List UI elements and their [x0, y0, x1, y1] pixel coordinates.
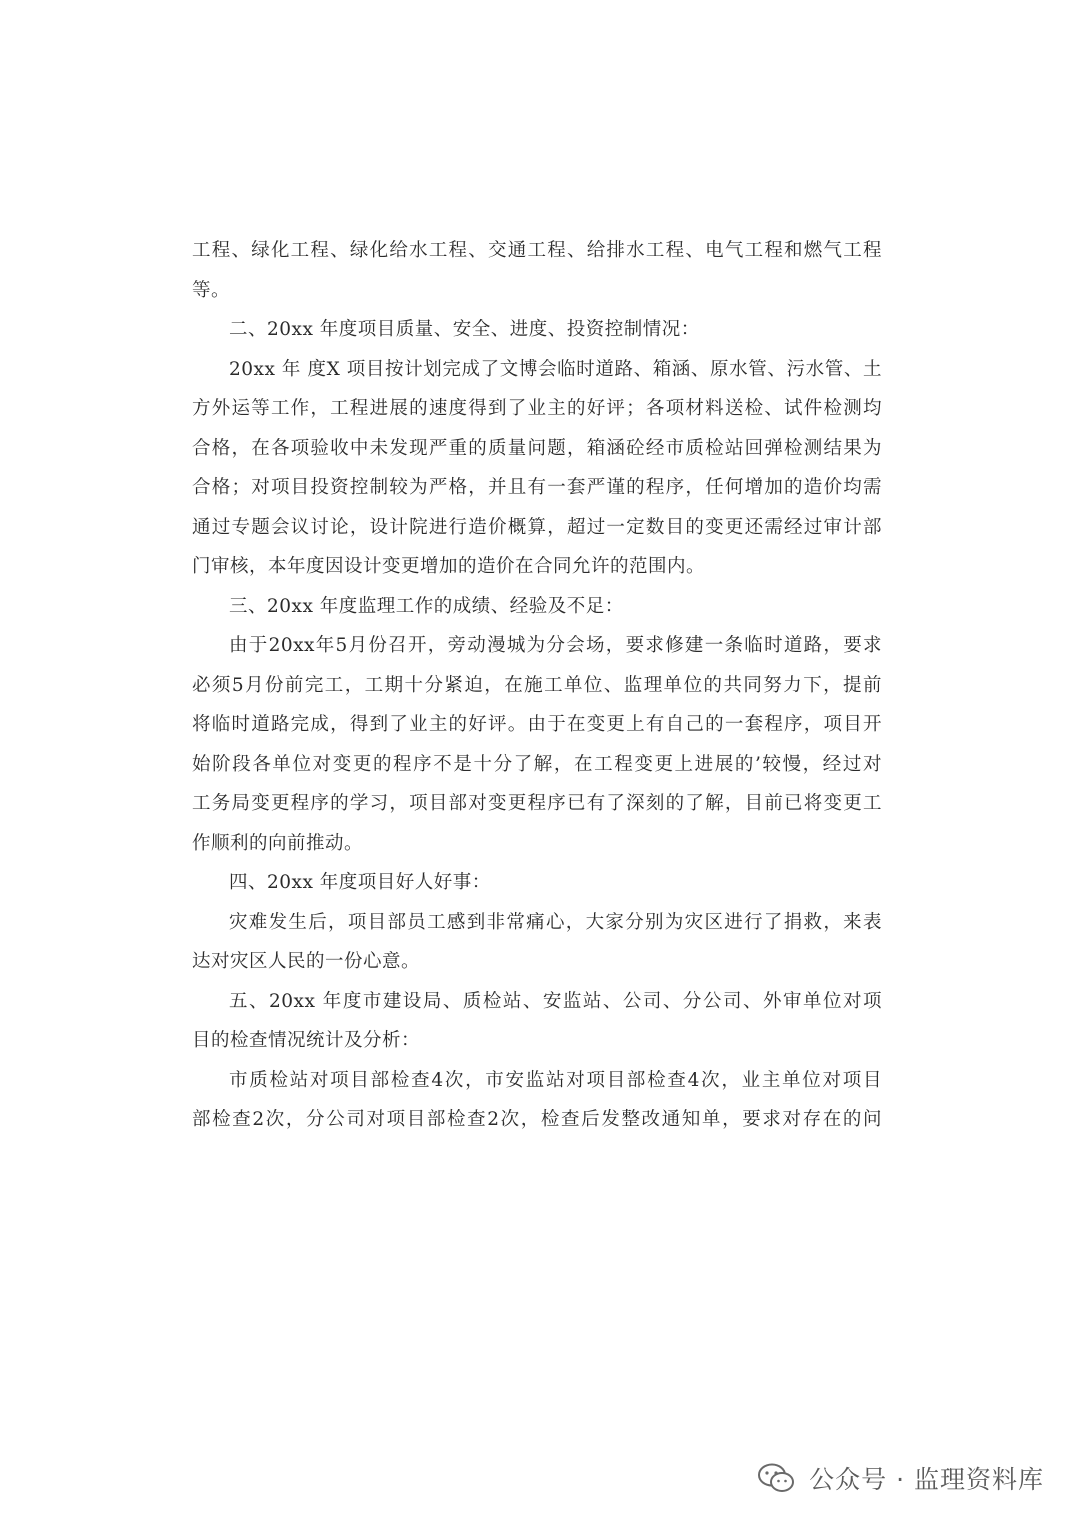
- text-line: 20xx 年 度X 项目按计划完成了文博会临时道路、箱涵、原水管、污水管、土: [229, 358, 882, 380]
- paragraph-scope-continued: [192, 231, 882, 310]
- text-line: 将临时道路完成，得到了业主的好评。由于在变更上有自己的一套程序，项目开: [192, 714, 882, 735]
- section-heading-2: [192, 310, 882, 350]
- paragraph-achievements: [192, 626, 882, 863]
- text-line: 门审核，本年度因设计变更增加的造价在合同允许的范围内。: [192, 556, 706, 577]
- paragraph-inspections: [192, 1061, 882, 1140]
- text-line: 部检查2次，分公司对项目部检查2次，检查后发整改通知单，要求对存在的问: [192, 1109, 882, 1130]
- watermark: [757, 1458, 1044, 1498]
- text-line: 等。: [192, 279, 231, 301]
- text-line: 通过专题会议讨论，设计院进行造价概算，超过一定数目的变更还需经过审计部: [192, 516, 882, 538]
- document-body: [192, 231, 882, 1140]
- text-line: 灾难发生后，项目部员工感到非常痛心，大家分别为灾区进行了捐救，来表: [229, 911, 882, 933]
- text-line: 市质检站对项目部检查4次，市安监站对项目部检查4次，业主单位对项目: [229, 1069, 882, 1091]
- section-heading-5: [192, 982, 882, 1061]
- text-line: 五、20xx 年度市建设局、质检站、安监站、公司、分公司、外审单位对项: [229, 990, 882, 1012]
- text-line: 方外运等工作，工程进展的速度得到了业主的好评；各项材料送检、试件检测均: [192, 398, 882, 419]
- paragraph-good-deeds: [192, 903, 882, 982]
- section-heading-3: [192, 587, 882, 627]
- text-line: 作顺利的向前推动。: [192, 832, 364, 854]
- text-line: 合格，在各项验收中未发现严重的质量问题，箱涵砼经市质检站回弹检测结果为: [192, 437, 882, 459]
- wechat-icon: [757, 1463, 795, 1493]
- text-line: 目的检查情况统计及分析：: [192, 1030, 421, 1051]
- watermark-text: 公众号 · 监理资料库: [809, 1465, 1044, 1494]
- text-line: 合格；对项目投资控制较为严格，并且有一套严谨的程序，任何增加的造价均需: [192, 477, 882, 498]
- text-line: 工务局变更程序的学习，项目部对变更程序已有了深刻的了解，目前已将变更工: [192, 793, 882, 814]
- text-line: 始阶段各单位对变更的程序不是十分了解，在工程变更上进展的’较慢，经过对: [192, 753, 882, 775]
- text-line: 四、20xx 年度项目好人好事：: [229, 872, 491, 893]
- text-line: 工程、绿化工程、绿化给水工程、交通工程、给排水工程、电气工程和燃气工程: [192, 240, 882, 261]
- text-line: 二、20xx 年度项目质量、安全、进度、投资控制情况：: [229, 319, 700, 340]
- paragraph-quality-control: [192, 350, 882, 587]
- text-line: 必须5月份前完工，工期十分紧迫，在施工单位、监理单位的共同努力下，提前: [192, 674, 882, 696]
- text-line: 三、20xx 年度监理工作的成绩、经验及不足：: [229, 595, 624, 617]
- text-line: 由于20xx年5月份召开，旁动漫城为分会场，要求修建一条临时道路，要求: [229, 635, 882, 656]
- text-line: 达对灾区人民的一份心意。: [192, 951, 421, 972]
- section-heading-4: [192, 863, 882, 903]
